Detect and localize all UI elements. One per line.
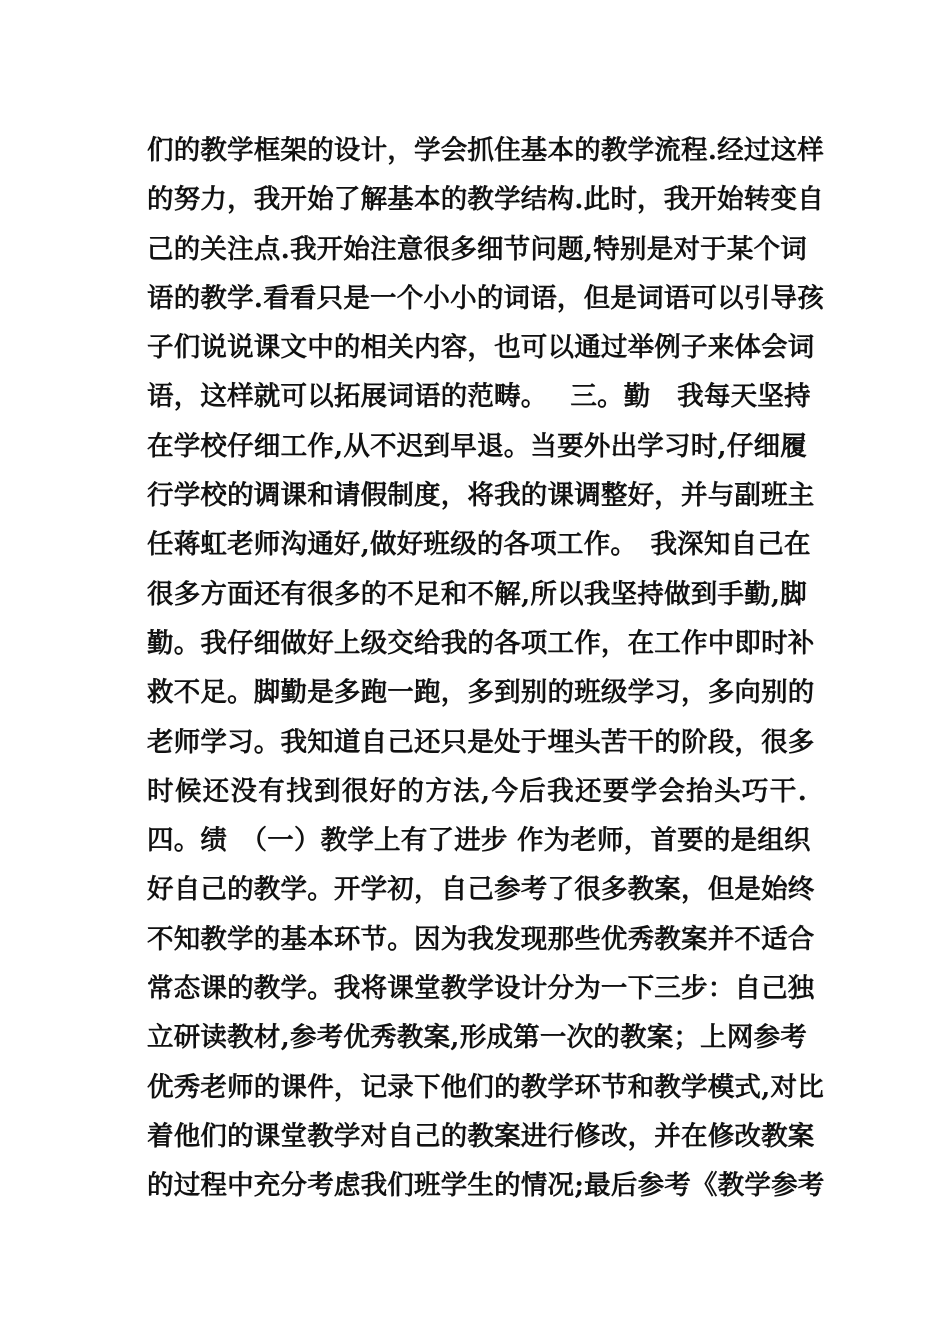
body-text (147, 126, 825, 1211)
text-line: 老师学习。我知道自己还只是处于埋头苦干的阶段，很多 (147, 726, 815, 758)
text-line: 语的教学.看看只是一个小小的词语，但是词语可以引导孩 (147, 282, 824, 314)
text-line: 勤。我仔细做好上级交给我的各项工作，在工作中即时补 (147, 627, 815, 659)
text-line: 不知教学的基本环节。因为我发现那些优秀教案并不适合 (147, 923, 815, 955)
text-line: 立研读教材,参考优秀教案,形成第一次的教案；上网参考 (147, 1022, 807, 1054)
text-line: 行学校的调课和请假制度，将我的课调整好，并与副班主 (147, 480, 815, 512)
text-line: 好自己的教学。开学初，自己参考了很多教案，但是始终 (147, 874, 815, 906)
text-line: 们的教学框架的设计，学会抓住基本的教学流程.经过这样 (147, 135, 824, 166)
text-line: 己的关注点.我开始注意很多细节问题,特别是对于某个词 (147, 233, 807, 265)
text-line: 任蒋虹老师沟通好,做好班级的各项工作。 我深知自己在 (147, 529, 811, 561)
text-line: 时候还没有找到很好的方法,今后我还要学会抬头巧干. (147, 775, 807, 807)
text-line: 很多方面还有很多的不足和不解,所以我坚持做到手勤,脚 (147, 578, 807, 610)
text-line: 四。绩 （一）教学上有了进步 作为老师，首要的是组织 (147, 825, 811, 857)
text-line: 的过程中充分考虑我们班学生的情况;最后参考《教学参考 (147, 1170, 825, 1202)
text-line: 着他们的课堂教学对自己的教案进行修改，并在修改教案 (147, 1120, 815, 1152)
text-line: 救不足。脚勤是多跑一跑，多到别的班级学习，多向别的 (147, 677, 815, 709)
text-line: 子们说说课文中的相关内容，也可以通过举例子来体会词 (147, 332, 815, 364)
text-line: 语，这样就可以拓展词语的范畴。 三。勤 我每天坚持 (147, 381, 811, 413)
text-line: 的努力，我开始了解基本的教学结构.此时，我开始转变自 (147, 184, 824, 216)
text-line: 优秀老师的课件，记录下他们的教学环节和教学模式,对比 (147, 1071, 824, 1103)
text-line: 在学校仔细工作,从不迟到早退。当要外出学习时,仔细履 (147, 430, 807, 462)
text-line: 常态课的教学。我将课堂教学设计分为一下三步：自己独 (147, 973, 815, 1005)
